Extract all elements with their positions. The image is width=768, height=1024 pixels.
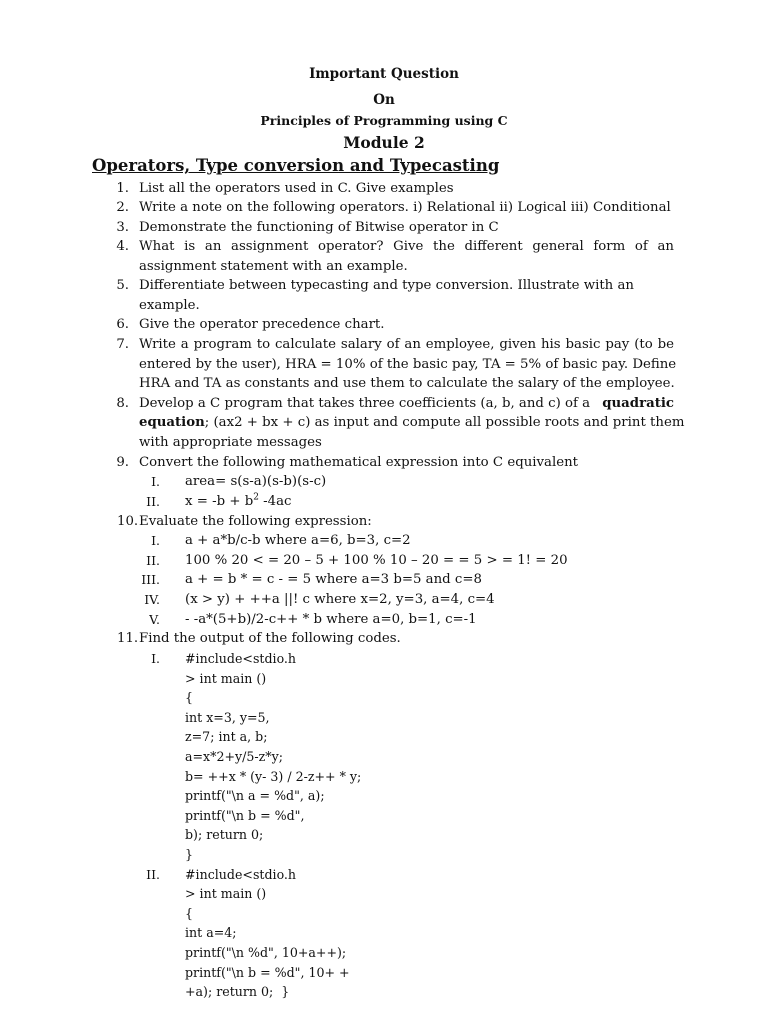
- code-line: > int main (): [185, 886, 267, 901]
- sub-item-number: II.: [146, 494, 160, 509]
- code-line: a=x*2+y/5-z*y;: [185, 749, 283, 764]
- question-number: 9.: [116, 455, 129, 470]
- sub-item-expression: 100 % 20 < = 20 – 5 + 100 % 10 – 20 = = 5 > = 1! = 20: [185, 553, 568, 568]
- expr-part: -4ac: [258, 494, 292, 509]
- doc-title-on: On: [373, 92, 395, 108]
- question-text-cont: entered by the user), HRA = 10% of the basic pay, TA = 5% of basic pay. Define: [139, 357, 677, 372]
- sub-item-expression: (x > y) + ++a ||! c where x=2, y=3, a=4, c=4: [185, 592, 495, 607]
- question-text: Find the output of the following codes.: [139, 631, 401, 646]
- question-text: Demonstrate the functioning of Bitwise operator in C: [139, 220, 499, 235]
- question-text: Evaluate the following expression:: [139, 514, 372, 529]
- question-text: What is an assignment operator? Give the different general form of an: [139, 239, 674, 254]
- sub-item-expression: a + a*b/c-b where a=6, b=3, c=2: [185, 533, 411, 548]
- question-number: 6.: [116, 317, 129, 332]
- sub-item-number: I.: [151, 533, 160, 548]
- code-block-number: II.: [146, 867, 160, 882]
- code-line: }: [185, 847, 194, 862]
- code-line: +a); return 0; }: [185, 984, 290, 999]
- sub-item-number: III.: [141, 572, 160, 587]
- code-line: printf("\n b = %d", 10+ +: [185, 965, 350, 980]
- sub-item-expression: - -a*(5+b)/2-c++ * b where a=0, b=1, c=-1: [185, 612, 477, 627]
- code-line: z=7; int a, b;: [185, 729, 268, 744]
- code-line: printf("\n a = %d", a);: [185, 788, 325, 803]
- bold-term: quadratic: [602, 396, 674, 411]
- question-number: 3.: [116, 220, 129, 235]
- question-number: 7.: [116, 337, 129, 352]
- question-text-part: Develop a C program that takes three coefficients (a, b, and c) of a: [139, 396, 591, 411]
- question-number: 10.: [117, 514, 139, 529]
- question-number: 2.: [116, 200, 129, 215]
- question-number: 5.: [116, 278, 129, 293]
- sub-item-number: V.: [149, 612, 160, 627]
- module-heading: Module 2: [343, 133, 425, 152]
- question-text: Give the operator precedence chart.: [139, 317, 385, 332]
- code-line: printf("\n b = %d",: [185, 808, 305, 823]
- section-heading: Operators, Type conversion and Typecasting: [92, 156, 500, 175]
- question-text-part: ; (ax2 + bx + c) as input and compute all possible roots and print them: [204, 415, 685, 430]
- question-text: Write a program to calculate salary of an employee, given his basic pay (to be: [139, 337, 674, 352]
- question-number: 4.: [116, 239, 129, 254]
- sub-item-expression: [185, 492, 292, 512]
- code-line: b); return 0;: [185, 827, 264, 842]
- code-line: int x=3, y=5,: [185, 710, 270, 725]
- question-number: 11.: [117, 631, 139, 646]
- question-text: Write a note on the following operators. i) Relational ii) Logical iii) Conditional: [139, 200, 671, 215]
- question-text-cont: HRA and TA as constants and use them to calculate the salary of the employee.: [139, 376, 675, 391]
- question-text-cont: with appropriate messages: [139, 435, 322, 450]
- question-number: 8.: [116, 396, 129, 411]
- code-line: {: [185, 906, 194, 921]
- sub-item-number: II.: [146, 553, 160, 568]
- sub-item-expression: a + = b * = c - = 5 where a=3 b=5 and c=8: [185, 572, 482, 587]
- code-line: printf("\n %d", 10+a++);: [185, 945, 347, 960]
- question-text-cont: assignment statement with an example.: [139, 259, 408, 274]
- question-text: [139, 394, 674, 414]
- code-block-number: I.: [151, 651, 160, 666]
- question-number: 1.: [116, 181, 129, 196]
- question-text: Differentiate between typecasting and type conversion. Illustrate with an: [139, 278, 634, 293]
- sub-item-number: I.: [151, 474, 160, 489]
- course-title: Principles of Programming using C: [260, 113, 508, 128]
- expr-part: x = -b + b: [185, 494, 254, 509]
- doc-title: Important Question: [309, 66, 459, 82]
- code-line: #include<stdio.h: [185, 651, 297, 666]
- question-text: Convert the following mathematical expression into C equivalent: [139, 455, 578, 470]
- question-text-cont: [139, 413, 685, 433]
- question-text: List all the operators used in C. Give examples: [139, 181, 454, 196]
- sub-item-expression: area= s(s-a)(s-b)(s-c): [185, 474, 327, 489]
- sub-item-number: IV.: [144, 592, 160, 607]
- bold-term: equation: [139, 415, 205, 430]
- code-line: > int main (): [185, 671, 267, 686]
- superscript: 2: [253, 492, 259, 503]
- code-line: {: [185, 690, 194, 705]
- code-line: b= ++x * (y- 3) / 2-z++ * y;: [185, 769, 362, 784]
- code-line: #include<stdio.h: [185, 867, 297, 882]
- question-text-cont: example.: [139, 298, 200, 313]
- code-line: int a=4;: [185, 925, 237, 940]
